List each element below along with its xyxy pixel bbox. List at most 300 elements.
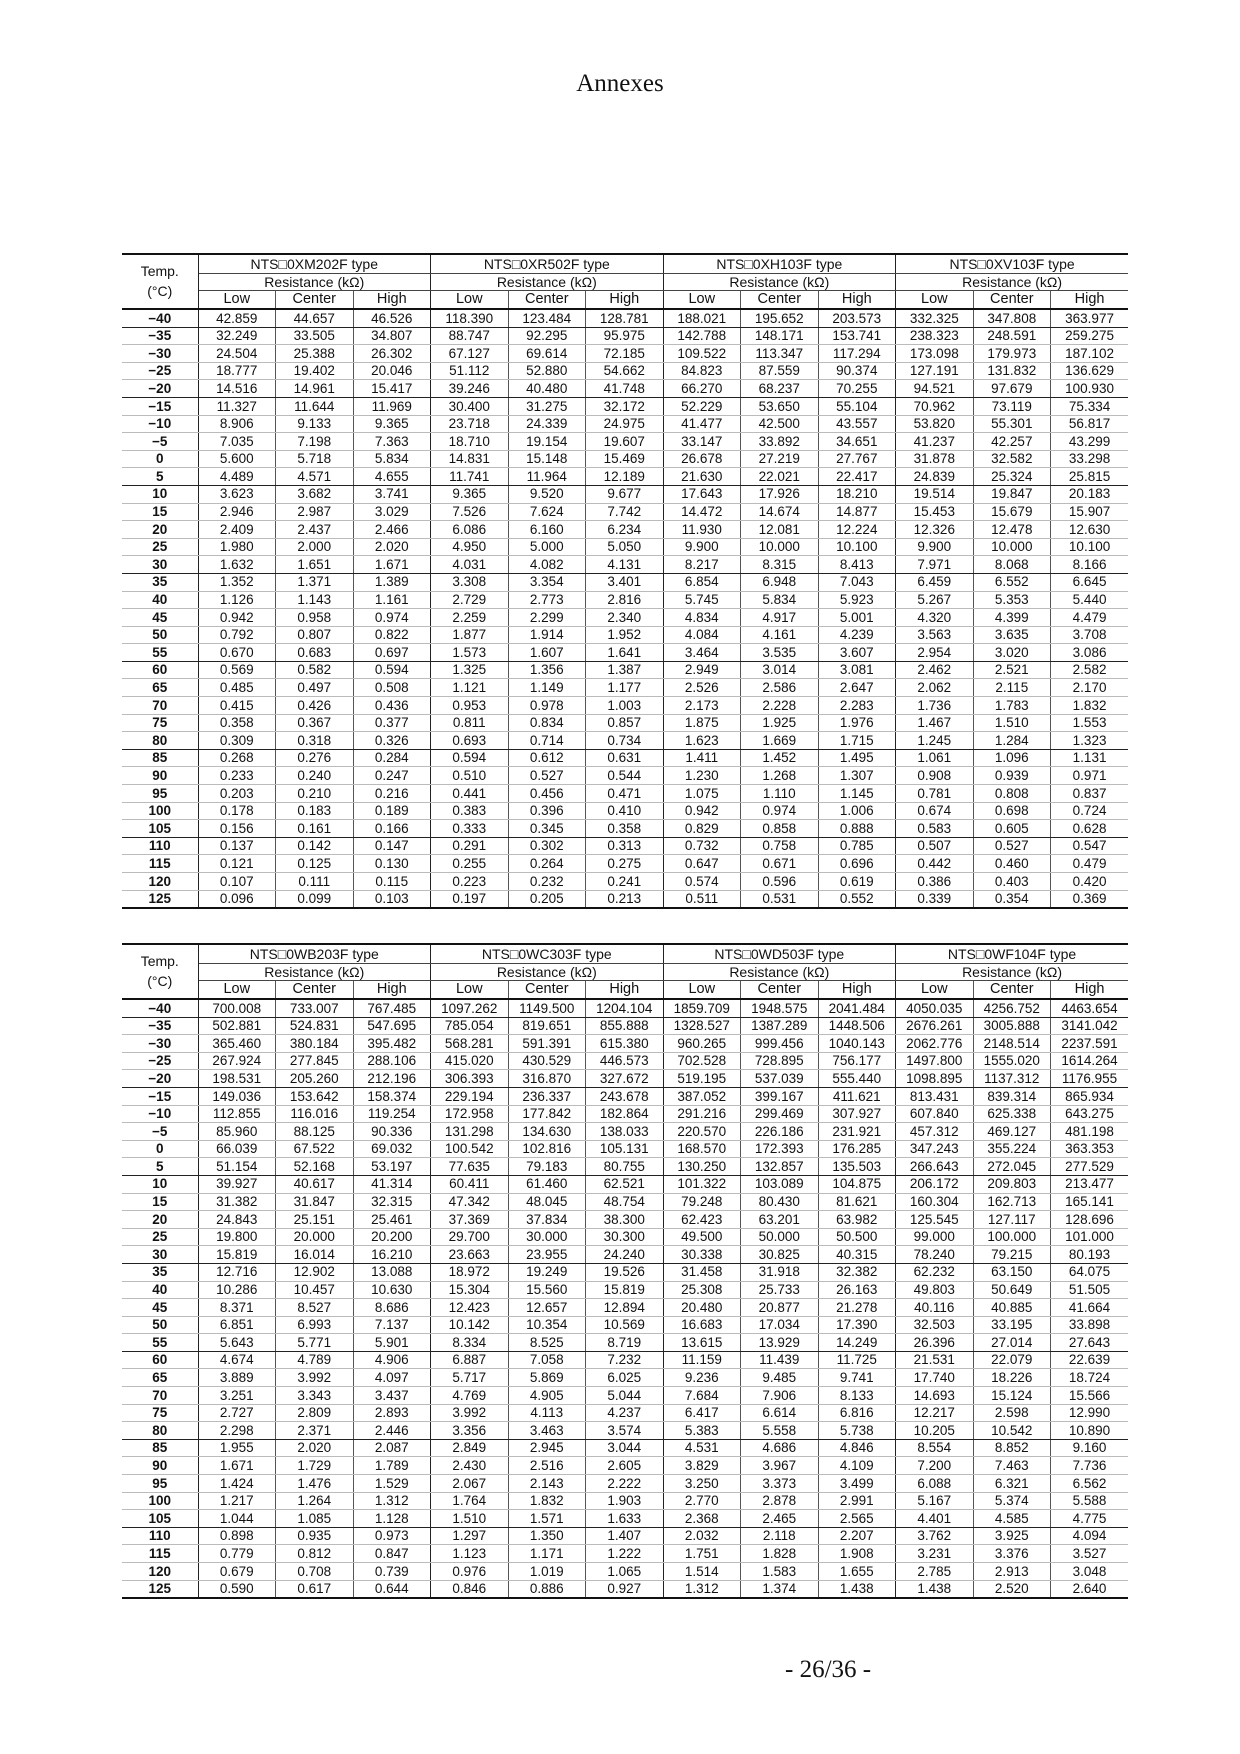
resistance-cell: 8.719 bbox=[586, 1334, 664, 1352]
resistance-cell: 15.819 bbox=[198, 1246, 276, 1264]
resistance-cell: 1.467 bbox=[896, 714, 974, 732]
resistance-cell: 4.399 bbox=[973, 609, 1051, 627]
resistance-cell: 6.417 bbox=[663, 1404, 741, 1422]
resistance-cell: 2.143 bbox=[508, 1475, 586, 1493]
resistance-cell: 1.914 bbox=[508, 626, 586, 644]
temp-cell: 30 bbox=[122, 1246, 198, 1264]
resistance-cell: 49.500 bbox=[663, 1228, 741, 1246]
resistance-cell: 8.217 bbox=[663, 556, 741, 574]
resistance-cell: 100.000 bbox=[973, 1228, 1051, 1246]
resistance-cell: 8.527 bbox=[276, 1299, 354, 1317]
resistance-cell: 3.048 bbox=[1051, 1563, 1129, 1581]
table-row bbox=[122, 1017, 1128, 1035]
resistance-cell: 95.975 bbox=[586, 327, 664, 345]
level-header: High bbox=[818, 291, 896, 310]
resistance-cell: 212.196 bbox=[353, 1070, 431, 1088]
resistance-cell: 14.674 bbox=[741, 503, 819, 521]
resistance-cell: 4.161 bbox=[741, 626, 819, 644]
temp-cell: 100 bbox=[122, 1492, 198, 1510]
resistance-cell: 153.642 bbox=[276, 1087, 354, 1105]
resistance-cell: 10.142 bbox=[431, 1316, 509, 1334]
table-row bbox=[122, 855, 1128, 873]
level-header: High bbox=[1051, 291, 1129, 310]
resistance-cell: 5.923 bbox=[818, 591, 896, 609]
resistance-cell: 67.127 bbox=[431, 345, 509, 363]
resistance-cell: 1.110 bbox=[741, 785, 819, 803]
resistance-cell: 0.377 bbox=[353, 714, 431, 732]
resistance-cell: 615.380 bbox=[586, 1035, 664, 1053]
table-row bbox=[122, 749, 1128, 767]
resistance-cell: 0.275 bbox=[586, 855, 664, 873]
resistance-cell: 4.084 bbox=[663, 626, 741, 644]
resistance-cell: 41.748 bbox=[586, 380, 664, 398]
resistance-cell: 0.858 bbox=[741, 820, 819, 838]
temp-cell: 15 bbox=[122, 503, 198, 521]
resistance-cell: 0.670 bbox=[198, 644, 276, 662]
resistance-cell: 0.582 bbox=[276, 661, 354, 679]
resistance-cell: 8.068 bbox=[973, 556, 1051, 574]
resistance-cell: 2.521 bbox=[973, 661, 1051, 679]
resistance-cell: 0.456 bbox=[508, 785, 586, 803]
resistance-cell: 206.172 bbox=[896, 1175, 974, 1193]
resistance-cell: 33.195 bbox=[973, 1316, 1051, 1334]
resistance-cell: 9.520 bbox=[508, 485, 586, 503]
resistance-cell: 0.724 bbox=[1051, 802, 1129, 820]
resistance-cell: 2.409 bbox=[198, 521, 276, 539]
resistance-cell: 3.437 bbox=[353, 1387, 431, 1405]
resistance-cell: 0.183 bbox=[276, 802, 354, 820]
resistance-cell: 102.816 bbox=[508, 1140, 586, 1158]
resistance-cell: 0.161 bbox=[276, 820, 354, 838]
resistance-cell: 2.466 bbox=[353, 521, 431, 539]
resistance-cell: 22.021 bbox=[741, 468, 819, 486]
resistance-cell: 92.295 bbox=[508, 327, 586, 345]
level-header: Center bbox=[741, 291, 819, 310]
resistance-cell: 5.718 bbox=[276, 450, 354, 468]
resistance-cell: 104.875 bbox=[818, 1175, 896, 1193]
resistance-cell: 0.511 bbox=[663, 890, 741, 908]
table-row bbox=[122, 538, 1128, 556]
resistance-cell: 316.870 bbox=[508, 1070, 586, 1088]
resistance-cell: 52.880 bbox=[508, 362, 586, 380]
table-row bbox=[122, 1105, 1128, 1123]
resistance-cell: 288.106 bbox=[353, 1052, 431, 1070]
resistance-cell: 0.479 bbox=[1051, 855, 1129, 873]
level-header: Center bbox=[276, 291, 354, 310]
resistance-cell: 5.600 bbox=[198, 450, 276, 468]
resistance-cell: 19.526 bbox=[586, 1263, 664, 1281]
resistance-cell: 0.240 bbox=[276, 767, 354, 785]
resistance-cell: 0.547 bbox=[1051, 837, 1129, 855]
temp-cell: 0 bbox=[122, 450, 198, 468]
resistance-cell: 50.500 bbox=[818, 1228, 896, 1246]
resistance-cell: 6.851 bbox=[198, 1316, 276, 1334]
resistance-cell: 502.881 bbox=[198, 1017, 276, 1035]
resistance-cell: 1.128 bbox=[353, 1510, 431, 1528]
resistance-cell: 3.992 bbox=[276, 1369, 354, 1387]
resistance-cell: 1614.264 bbox=[1051, 1052, 1129, 1070]
resistance-cell: 0.233 bbox=[198, 767, 276, 785]
resistance-cell: 4.674 bbox=[198, 1351, 276, 1369]
resistance-cell: 6.645 bbox=[1051, 573, 1129, 591]
resistance-cell: 0.210 bbox=[276, 785, 354, 803]
resistance-cell: 69.032 bbox=[353, 1140, 431, 1158]
resistance-cell: 123.484 bbox=[508, 309, 586, 327]
resistance-cell: 1.671 bbox=[353, 556, 431, 574]
resistance-cell: 12.902 bbox=[276, 1263, 354, 1281]
resistance-cell: 3.527 bbox=[1051, 1545, 1129, 1563]
resistance-cell: 7.526 bbox=[431, 503, 509, 521]
resistance-cell: 1.217 bbox=[198, 1492, 276, 1510]
resistance-cell: 34.651 bbox=[818, 433, 896, 451]
resistance-cell: 2.582 bbox=[1051, 661, 1129, 679]
resistance-cell: 12.423 bbox=[431, 1299, 509, 1317]
resistance-cell: 481.198 bbox=[1051, 1123, 1129, 1141]
resistance-cell: 0.436 bbox=[353, 697, 431, 715]
table-row bbox=[122, 1193, 1128, 1211]
resistance-cell: 4.775 bbox=[1051, 1510, 1129, 1528]
level-header: High bbox=[818, 981, 896, 1000]
level-header: Center bbox=[508, 291, 586, 310]
resistance-cell: 267.924 bbox=[198, 1052, 276, 1070]
resistance-cell: 2.849 bbox=[431, 1439, 509, 1457]
resistance-cell: 0.147 bbox=[353, 837, 431, 855]
resistance-cell: 1.121 bbox=[431, 679, 509, 697]
resistance-cell: 128.781 bbox=[586, 309, 664, 327]
resistance-cell: 5.167 bbox=[896, 1492, 974, 1510]
resistance-cell: 17.926 bbox=[741, 485, 819, 503]
resistance-cell: 132.857 bbox=[741, 1158, 819, 1176]
resistance-cell: 10.569 bbox=[586, 1316, 664, 1334]
resistance-cell: 2.340 bbox=[586, 609, 664, 627]
resistance-cell: 2.368 bbox=[663, 1510, 741, 1528]
resistance-cell: 24.240 bbox=[586, 1246, 664, 1264]
type-header: NTS□0XH103F type bbox=[663, 254, 896, 274]
resistance-cell: 0.420 bbox=[1051, 873, 1129, 891]
resistance-cell: 2.785 bbox=[896, 1563, 974, 1581]
resistance-cell: 347.243 bbox=[896, 1140, 974, 1158]
resistance-cell: 14.961 bbox=[276, 380, 354, 398]
resistance-cell: 0.142 bbox=[276, 837, 354, 855]
resistance-cell: 22.417 bbox=[818, 468, 896, 486]
resistance-cell: 411.621 bbox=[818, 1087, 896, 1105]
resistance-cell: 3.574 bbox=[586, 1422, 664, 1440]
table-row bbox=[122, 785, 1128, 803]
resistance-cell: 67.522 bbox=[276, 1140, 354, 1158]
resistance-cell: 0.125 bbox=[276, 855, 354, 873]
table-row bbox=[122, 1351, 1128, 1369]
resistance-cell: 3.889 bbox=[198, 1369, 276, 1387]
resistance-cell: 62.423 bbox=[663, 1211, 741, 1229]
resistance-cell: 100.930 bbox=[1051, 380, 1129, 398]
resistance-cell: 20.183 bbox=[1051, 485, 1129, 503]
resistance-cell: 162.713 bbox=[973, 1193, 1051, 1211]
resistance-cell: 1.145 bbox=[818, 785, 896, 803]
resistance-cell: 1.411 bbox=[663, 749, 741, 767]
resistance-cell: 16.683 bbox=[663, 1316, 741, 1334]
resistance-cell: 0.693 bbox=[431, 732, 509, 750]
resistance-cell: 103.089 bbox=[741, 1175, 819, 1193]
resistance-cell: 0.590 bbox=[198, 1580, 276, 1598]
resistance-cell: 3.044 bbox=[586, 1439, 664, 1457]
resistance-cell: 63.982 bbox=[818, 1211, 896, 1229]
resistance-cell: 4.237 bbox=[586, 1404, 664, 1422]
temp-cell: 50 bbox=[122, 1316, 198, 1334]
resistance-cell: 77.635 bbox=[431, 1158, 509, 1176]
temp-cell: 75 bbox=[122, 1404, 198, 1422]
resistance-cell: 160.304 bbox=[896, 1193, 974, 1211]
resistance-cell: 0.216 bbox=[353, 785, 431, 803]
resistance-cell: 1.230 bbox=[663, 767, 741, 785]
level-header: High bbox=[1051, 981, 1129, 1000]
resistance-cell: 128.696 bbox=[1051, 1211, 1129, 1229]
resistance-cell: 13.615 bbox=[663, 1334, 741, 1352]
temp-cell: 90 bbox=[122, 1457, 198, 1475]
resistance-cell: 4463.654 bbox=[1051, 999, 1129, 1017]
resistance-cell: 42.859 bbox=[198, 309, 276, 327]
table-row bbox=[122, 1527, 1128, 1545]
resistance-cell: 20.046 bbox=[353, 362, 431, 380]
resistance-cell: 1149.500 bbox=[508, 999, 586, 1017]
resistance-cell: 12.894 bbox=[586, 1299, 664, 1317]
resistance-cell: 1.783 bbox=[973, 697, 1051, 715]
resistance-cell: 10.286 bbox=[198, 1281, 276, 1299]
resistance-cell: 0.264 bbox=[508, 855, 586, 873]
temp-cell: 75 bbox=[122, 714, 198, 732]
resistance-cell: 2.170 bbox=[1051, 679, 1129, 697]
resistance-cell: 1.325 bbox=[431, 661, 509, 679]
table-row bbox=[122, 890, 1128, 908]
resistance-cell: 2.526 bbox=[663, 679, 741, 697]
resistance-cell: 25.324 bbox=[973, 468, 1051, 486]
level-header: Center bbox=[508, 981, 586, 1000]
resistance-cell: 47.342 bbox=[431, 1193, 509, 1211]
resistance-cell: 1.065 bbox=[586, 1563, 664, 1581]
resistance-cell: 767.485 bbox=[353, 999, 431, 1017]
resistance-cell: 4.479 bbox=[1051, 609, 1129, 627]
resistance-cell: 1.438 bbox=[896, 1580, 974, 1598]
resistance-cell: 6.562 bbox=[1051, 1475, 1129, 1493]
resistance-cell: 0.223 bbox=[431, 873, 509, 891]
table-row bbox=[122, 644, 1128, 662]
resistance-cell: 220.570 bbox=[663, 1123, 741, 1141]
table-row bbox=[122, 1228, 1128, 1246]
resistance-cell: 70.255 bbox=[818, 380, 896, 398]
resistance-cell: 0.822 bbox=[353, 626, 431, 644]
table-row bbox=[122, 1422, 1128, 1440]
resistance-cell: 5.558 bbox=[741, 1422, 819, 1440]
temp-cell: 60 bbox=[122, 661, 198, 679]
resistance-cell: 3.499 bbox=[818, 1475, 896, 1493]
resistance-cell: 39.927 bbox=[198, 1175, 276, 1193]
resistance-cell: 66.270 bbox=[663, 380, 741, 398]
resistance-cell: 1.655 bbox=[818, 1563, 896, 1581]
table-row bbox=[122, 1334, 1128, 1352]
resistance-cell: 0.708 bbox=[276, 1563, 354, 1581]
resistance-cell: 0.847 bbox=[353, 1545, 431, 1563]
resistance-cell: 0.785 bbox=[818, 837, 896, 855]
resistance-cell: 1.424 bbox=[198, 1475, 276, 1493]
resistance-cell: 2.605 bbox=[586, 1457, 664, 1475]
resistance-cell: 3.014 bbox=[741, 661, 819, 679]
resistance-cell: 25.733 bbox=[741, 1281, 819, 1299]
resistance-cell: 9.677 bbox=[586, 485, 664, 503]
resistance-cell: 0.178 bbox=[198, 802, 276, 820]
resistance-cell: 158.374 bbox=[353, 1087, 431, 1105]
resistance-cell: 18.972 bbox=[431, 1263, 509, 1281]
resistance-cell: 430.529 bbox=[508, 1052, 586, 1070]
resistance-cell: 2.032 bbox=[663, 1527, 741, 1545]
resistance-cell: 756.177 bbox=[818, 1052, 896, 1070]
resistance-cell: 0.276 bbox=[276, 749, 354, 767]
resistance-cell: 7.035 bbox=[198, 433, 276, 451]
resistance-cell: 1.123 bbox=[431, 1545, 509, 1563]
resistance-cell: 855.888 bbox=[586, 1017, 664, 1035]
resistance-cell: 0.696 bbox=[818, 855, 896, 873]
resistance-cell: 15.560 bbox=[508, 1281, 586, 1299]
table-row bbox=[122, 573, 1128, 591]
table-row bbox=[122, 380, 1128, 398]
resistance-cell: 700.008 bbox=[198, 999, 276, 1017]
resistance-cell: 3141.042 bbox=[1051, 1017, 1129, 1035]
resistance-cell: 105.131 bbox=[586, 1140, 664, 1158]
resistance-cell: 94.521 bbox=[896, 380, 974, 398]
resistance-cell: 168.570 bbox=[663, 1140, 741, 1158]
resistance-cell: 5.353 bbox=[973, 591, 1051, 609]
resistance-cell: 0.367 bbox=[276, 714, 354, 732]
resistance-cell: 0.460 bbox=[973, 855, 1051, 873]
resistance-cell: 0.808 bbox=[973, 785, 1051, 803]
type-header: NTS□0XR502F type bbox=[431, 254, 664, 274]
resistance-cell: 10.000 bbox=[973, 538, 1051, 556]
resistance-cell: 3.401 bbox=[586, 573, 664, 591]
resistance-cell: 49.803 bbox=[896, 1281, 974, 1299]
table-row bbox=[122, 485, 1128, 503]
resistance-cell: 0.781 bbox=[896, 785, 974, 803]
resistance-cell: 1.828 bbox=[741, 1545, 819, 1563]
resistance-cell: 0.426 bbox=[276, 697, 354, 715]
resistance-cell: 61.460 bbox=[508, 1175, 586, 1193]
level-header: Low bbox=[663, 981, 741, 1000]
resistance-cell: 80.430 bbox=[741, 1193, 819, 1211]
resistance-header: Resistance (kΩ) bbox=[198, 964, 431, 981]
temp-header bbox=[122, 944, 198, 999]
resistance-cell: 3.343 bbox=[276, 1387, 354, 1405]
table-row bbox=[122, 1052, 1128, 1070]
resistance-cell: 4.789 bbox=[276, 1351, 354, 1369]
temp-cell: 85 bbox=[122, 1439, 198, 1457]
resistance-cell: 2.173 bbox=[663, 697, 741, 715]
resistance-cell: 380.184 bbox=[276, 1035, 354, 1053]
resistance-cell: 1.284 bbox=[973, 732, 1051, 750]
resistance-cell: 142.788 bbox=[663, 327, 741, 345]
resistance-cell: 32.172 bbox=[586, 397, 664, 415]
resistance-cell: 5.440 bbox=[1051, 591, 1129, 609]
resistance-cell: 101.000 bbox=[1051, 1228, 1129, 1246]
temp-cell: 30 bbox=[122, 556, 198, 574]
table-row bbox=[122, 1175, 1128, 1193]
resistance-cell: 78.240 bbox=[896, 1246, 974, 1264]
temp-cell: 50 bbox=[122, 626, 198, 644]
resistance-cell: 2.516 bbox=[508, 1457, 586, 1475]
resistance-cell: 226.186 bbox=[741, 1123, 819, 1141]
resistance-cell: 42.500 bbox=[741, 415, 819, 433]
resistance-cell: 0.130 bbox=[353, 855, 431, 873]
resistance-cell: 11.741 bbox=[431, 468, 509, 486]
temp-header bbox=[122, 254, 198, 309]
resistance-cell: 0.698 bbox=[973, 802, 1051, 820]
temp-unit: (°C) bbox=[147, 972, 173, 989]
resistance-cell: 24.975 bbox=[586, 415, 664, 433]
resistance-header: Resistance (kΩ) bbox=[663, 274, 896, 291]
resistance-cell: 1.651 bbox=[276, 556, 354, 574]
table-row bbox=[122, 591, 1128, 609]
resistance-cell: 248.591 bbox=[973, 327, 1051, 345]
page-footer: - 26/36 - bbox=[785, 1656, 872, 1683]
resistance-cell: 136.629 bbox=[1051, 362, 1129, 380]
resistance-cell: 4.905 bbox=[508, 1387, 586, 1405]
resistance-cell: 2.816 bbox=[586, 591, 664, 609]
resistance-cell: 1.371 bbox=[276, 573, 354, 591]
resistance-cell: 0.846 bbox=[431, 1580, 509, 1598]
resistance-cell: 116.016 bbox=[276, 1105, 354, 1123]
resistance-cell: 0.527 bbox=[508, 767, 586, 785]
resistance-cell: 0.605 bbox=[973, 820, 1051, 838]
resistance-cell: 1.832 bbox=[1051, 697, 1129, 715]
temp-cell: 45 bbox=[122, 609, 198, 627]
resistance-cell: 607.840 bbox=[896, 1105, 974, 1123]
table-row bbox=[122, 1263, 1128, 1281]
resistance-cell: 4.489 bbox=[198, 468, 276, 486]
level-header: Low bbox=[198, 981, 276, 1000]
resistance-cell: 10.205 bbox=[896, 1422, 974, 1440]
resistance-cell: 1.510 bbox=[431, 1510, 509, 1528]
resistance-cell: 23.718 bbox=[431, 415, 509, 433]
resistance-cell: 4.769 bbox=[431, 1387, 509, 1405]
resistance-cell: 41.664 bbox=[1051, 1299, 1129, 1317]
resistance-cell: 1.452 bbox=[741, 749, 819, 767]
resistance-cell: 9.365 bbox=[353, 415, 431, 433]
resistance-cell: 0.189 bbox=[353, 802, 431, 820]
resistance-cell: 4.917 bbox=[741, 609, 819, 627]
resistance-cell: 5.901 bbox=[353, 1334, 431, 1352]
level-header: Center bbox=[276, 981, 354, 1000]
resistance-cell: 1.877 bbox=[431, 626, 509, 644]
resistance-cell: 0.403 bbox=[973, 873, 1051, 891]
resistance-cell: 5.267 bbox=[896, 591, 974, 609]
resistance-cell: 40.116 bbox=[896, 1299, 974, 1317]
resistance-cell: 25.151 bbox=[276, 1211, 354, 1229]
temp-cell: 80 bbox=[122, 732, 198, 750]
resistance-cell: 127.117 bbox=[973, 1211, 1051, 1229]
level-header: Low bbox=[431, 981, 509, 1000]
resistance-cell: 24.504 bbox=[198, 345, 276, 363]
resistance-cell: 15.124 bbox=[973, 1387, 1051, 1405]
resistance-cell: 7.043 bbox=[818, 573, 896, 591]
resistance-cell: 31.458 bbox=[663, 1263, 741, 1281]
table-row bbox=[122, 1211, 1128, 1229]
resistance-cell: 19.607 bbox=[586, 433, 664, 451]
resistance-cell: 8.413 bbox=[818, 556, 896, 574]
resistance-cell: 4.131 bbox=[586, 556, 664, 574]
resistance-cell: 0.679 bbox=[198, 1563, 276, 1581]
resistance-cell: 0.594 bbox=[431, 749, 509, 767]
resistance-cell: 1.980 bbox=[198, 538, 276, 556]
table-row bbox=[122, 468, 1128, 486]
resistance-cell: 4050.035 bbox=[896, 999, 974, 1017]
resistance-cell: 0.976 bbox=[431, 1563, 509, 1581]
resistance-cell: 0.166 bbox=[353, 820, 431, 838]
